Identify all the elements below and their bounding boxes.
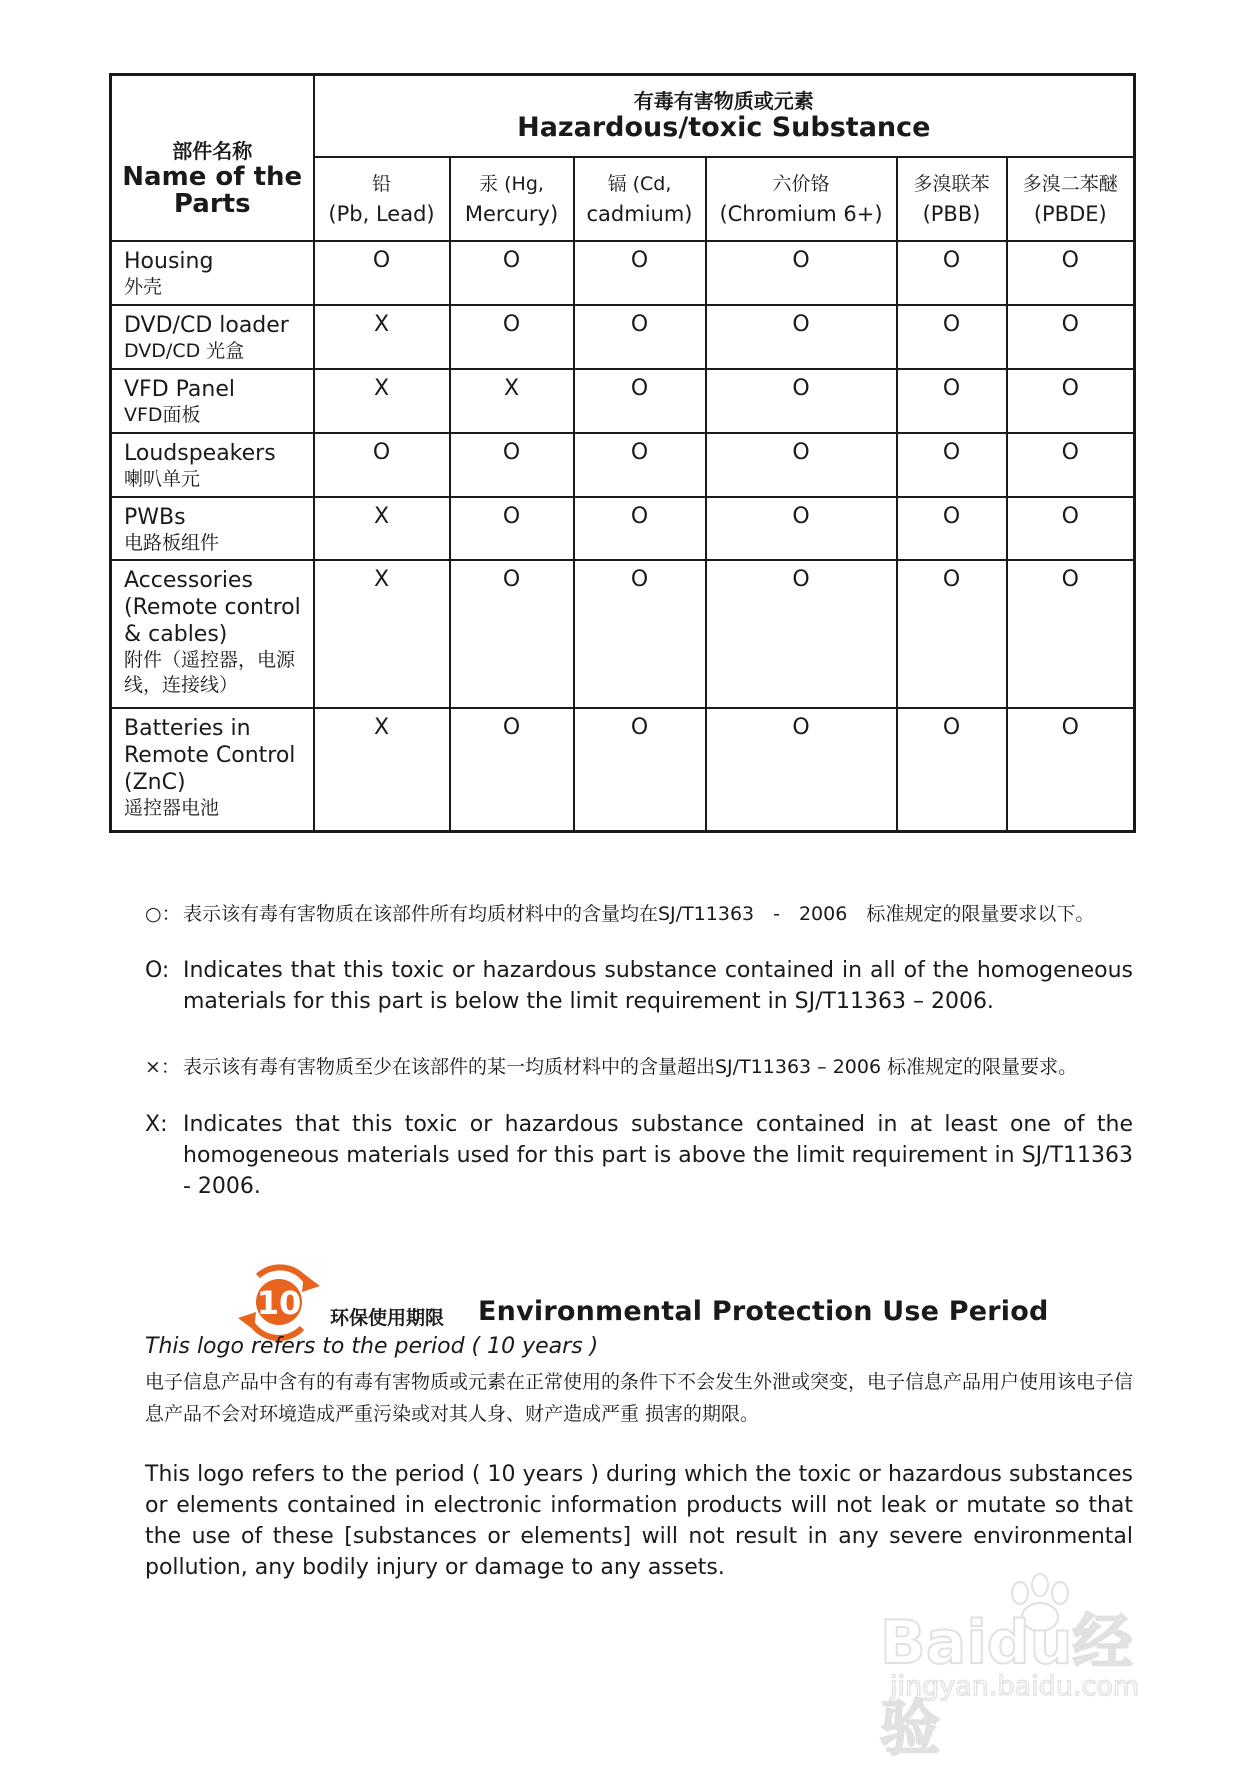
- substance-mark: O: [897, 560, 1007, 708]
- parts-header-zh: 部件名称: [172, 139, 253, 164]
- note-o-zh: [145, 899, 1133, 930]
- substance-mark: O: [706, 241, 897, 305]
- substance-mark: O: [1007, 369, 1135, 433]
- substance-mark: O: [706, 708, 897, 831]
- substance-header: [706, 157, 897, 241]
- substance-mark: X: [450, 369, 574, 433]
- part-name-zh: 遥控器电池: [124, 797, 220, 820]
- substance-mark: O: [706, 305, 897, 369]
- table-row: [111, 708, 1135, 831]
- table-row: [111, 497, 1135, 561]
- x-mark-key: X:: [145, 1112, 168, 1137]
- table-row: [111, 241, 1135, 305]
- epup-subtitle: This logo refers to the period ( 10 years ): [145, 1334, 599, 1359]
- substance-mark: O: [450, 708, 574, 831]
- part-name-zh: 附件（遥控器，电源线，连接线）: [124, 649, 296, 697]
- part-name-zh: DVD/CD 光盒: [124, 340, 245, 363]
- substance-mark: O: [574, 708, 706, 831]
- note-x-zh-text: 表示该有毒有害物质至少在该部件的某一均质材料中的含量超出SJ/T11363 – 2006 标准规定的限量要求。: [183, 1056, 1078, 1078]
- substance-mark: O: [574, 241, 706, 305]
- part-name-en: DVD/CD loader: [124, 313, 289, 339]
- substance-mark: O: [450, 433, 574, 497]
- substance-zh: 多溴二苯醚: [1022, 173, 1118, 196]
- part-name-zh: 喇叭单元: [124, 467, 201, 490]
- substance-mark: O: [450, 305, 574, 369]
- part-name-cell: [111, 708, 314, 831]
- note-x-en-text: Indicates that this toxic or hazardous substance contained in at least one of the homogeneous materials used for this part is above the limit requirement in SJ/T11363 - 2006.: [183, 1112, 1133, 1199]
- substance-mark: O: [897, 433, 1007, 497]
- substance-mark: X: [314, 497, 450, 561]
- note-o-en: [145, 955, 1133, 1017]
- table-body: [111, 241, 1135, 831]
- part-name-en: PWBs: [124, 504, 186, 530]
- substance-zh: 铅: [371, 173, 391, 196]
- substance-mark: O: [1007, 560, 1135, 708]
- substance-en: (PBB): [922, 202, 981, 227]
- substance-en: (Pb, Lead): [328, 202, 435, 227]
- substance-mark: X: [314, 560, 450, 708]
- watermark-url: jingyan.baidu.com: [890, 1671, 1140, 1702]
- substance-mark: O: [897, 305, 1007, 369]
- substance-header: [314, 157, 450, 241]
- substance-en: (PBDE): [1033, 202, 1107, 227]
- baidu-watermark: [880, 1573, 1180, 1764]
- parts-header-en: Name of the Parts: [122, 162, 303, 220]
- o-mark-key: O:: [145, 958, 170, 983]
- substance-header: [1007, 157, 1135, 241]
- part-name-zh: VFD面板: [124, 403, 201, 426]
- substance-mark: O: [1007, 241, 1135, 305]
- table-row: [111, 369, 1135, 433]
- parts-header: [111, 75, 314, 242]
- note-x-en: [145, 1109, 1133, 1202]
- substance-en: (Chromium 6+): [719, 202, 883, 227]
- substance-mark: O: [574, 560, 706, 708]
- part-name-en: VFD Panel: [124, 376, 235, 402]
- substance-mark: O: [897, 369, 1007, 433]
- circle-mark-key: ○：: [145, 903, 181, 925]
- substance-mark: X: [314, 305, 450, 369]
- note-o-zh-text: 表示该有毒有害物质在该部件所有均质材料中的含量均在SJ/T11363 - 2006 标准规定的限量要求以下。: [183, 903, 1095, 925]
- part-name-en: Batteries in Remote Control (ZnC): [124, 716, 296, 796]
- substance-header: [450, 157, 574, 241]
- part-name-en: Accessories (Remote control & cables): [124, 568, 301, 648]
- substance-mark: O: [450, 560, 574, 708]
- substance-mark: O: [314, 241, 450, 305]
- substance-zh: 多溴联苯: [913, 173, 990, 196]
- epup-title-en: Environmental Protection Use Period: [478, 1296, 1049, 1327]
- substance-mark: X: [314, 708, 450, 831]
- substance-en: cadmium): [586, 202, 693, 227]
- substance-mark: O: [450, 497, 574, 561]
- substance-mark: O: [314, 433, 450, 497]
- part-name-en: Housing: [124, 249, 214, 275]
- substance-mark: O: [574, 497, 706, 561]
- substance-mark: O: [706, 369, 897, 433]
- part-name-cell: [111, 369, 314, 433]
- epup-title-zh: 环保使用期限: [330, 1307, 445, 1329]
- hazard-header-en: Hazardous/toxic Substance: [517, 112, 931, 144]
- substance-mark: O: [706, 560, 897, 708]
- substance-zh: 六价铬: [772, 173, 830, 196]
- note-o-en-text: Indicates that this toxic or hazardous substance contained in all of the homogeneous materials for this part is below the limit requirement in SJ/T11363 – 2006.: [183, 958, 1133, 1014]
- substance-mark: O: [706, 497, 897, 561]
- part-name-cell: [111, 497, 314, 561]
- cross-mark-key: ×：: [145, 1056, 180, 1078]
- part-name-zh: 外壳: [124, 276, 163, 299]
- substance-zh: 汞 (Hg,: [479, 173, 544, 196]
- part-name-cell: [111, 305, 314, 369]
- substance-mark: O: [1007, 433, 1135, 497]
- hazard-header-zh: 有毒有害物质或元素: [633, 89, 814, 114]
- substance-mark: O: [897, 497, 1007, 561]
- part-name-cell: [111, 433, 314, 497]
- epup-body-en: This logo refers to the period ( 10 years ) during which the toxic or hazardous substances or elements contained in electronic information products will not leak or mutate so that the use of these [substances or elements] will not result in any severe environmental pollution, any bodily injury or damage to any assets.: [145, 1462, 1133, 1580]
- table-row: [111, 305, 1135, 369]
- epup-10-years-icon: [234, 1262, 324, 1342]
- hazardous-substance-table: [109, 73, 1136, 833]
- substance-mark: O: [897, 241, 1007, 305]
- part-name-cell: [111, 241, 314, 305]
- substance-mark: O: [574, 369, 706, 433]
- note-x-zh: [145, 1052, 1133, 1083]
- hazard-header: [314, 75, 1135, 158]
- substance-mark: O: [450, 241, 574, 305]
- substance-mark: O: [1007, 708, 1135, 831]
- substance-mark: O: [706, 433, 897, 497]
- watermark-brand: Baidu经验: [880, 1608, 1133, 1764]
- substance-mark: O: [574, 433, 706, 497]
- part-name-cell: [111, 560, 314, 708]
- substance-mark: X: [314, 369, 450, 433]
- part-name-zh: 电路板组件: [124, 531, 220, 554]
- substance-header: [897, 157, 1007, 241]
- epup-logo-number: 10: [256, 1284, 302, 1322]
- substance-mark: O: [897, 708, 1007, 831]
- part-name-en: Loudspeakers: [124, 440, 276, 466]
- substance-mark: O: [574, 305, 706, 369]
- substance-en: Mercury): [464, 202, 559, 227]
- substance-mark: O: [1007, 305, 1135, 369]
- substance-mark: O: [1007, 497, 1135, 561]
- table-row: [111, 433, 1135, 497]
- table-row: [111, 560, 1135, 708]
- epup-body-zh: 电子信息产品中含有的有毒有害物质或元素在正常使用的条件下不会发生外泄或突变，电子信息产品用户使用该电子信息产品不会对环境造成严重污染或对其人身、财产造成严重 损害的期限。: [145, 1371, 1134, 1425]
- substance-zh: 镉 (Cd,: [607, 173, 672, 196]
- substance-header: [574, 157, 706, 241]
